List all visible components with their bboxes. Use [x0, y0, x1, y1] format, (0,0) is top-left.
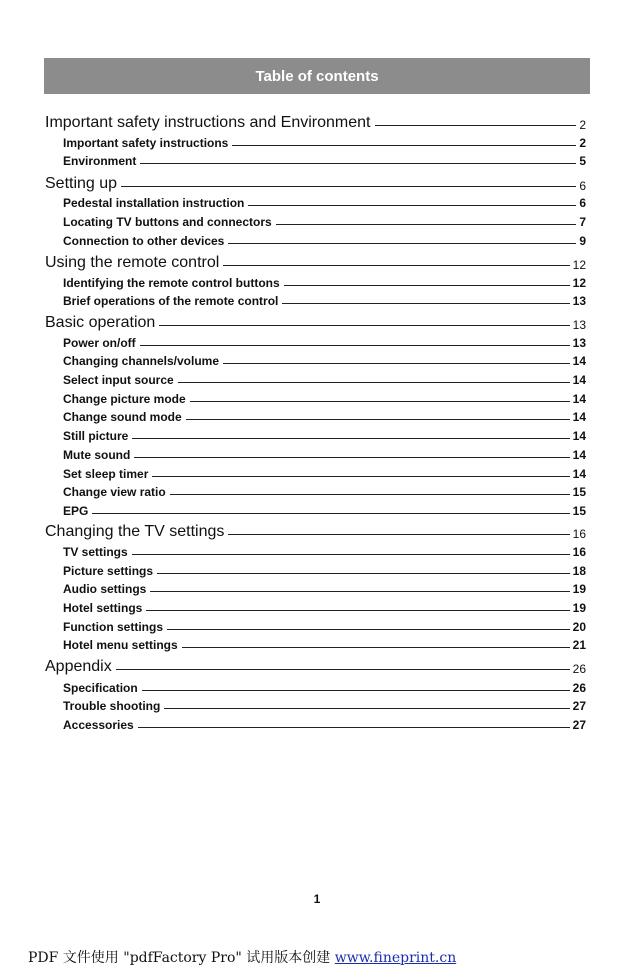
toc-entry-title: Changing channels/volume	[63, 354, 220, 368]
toc-leader-line	[375, 125, 577, 126]
toc-entry-page: 14	[572, 448, 586, 462]
toc-section-entry[interactable]	[45, 253, 586, 272]
pdf-footer	[28, 947, 456, 967]
toc-entry-title: Important safety instructions and Environment	[45, 114, 371, 131]
toc-entry-title: Picture settings	[63, 564, 154, 578]
toc-subsection-entry[interactable]	[63, 135, 586, 150]
toc-leader-line	[182, 647, 570, 648]
toc-entry-page: 12	[572, 276, 586, 290]
toc-leader-line	[138, 727, 570, 728]
toc-subsection-entry[interactable]	[63, 428, 586, 443]
toc-entry-title: Change view ratio	[63, 485, 166, 499]
toc-entry-title: Still picture	[63, 429, 129, 443]
toc-entry-title: Setting up	[45, 175, 118, 192]
toc-entry-page: 9	[579, 234, 586, 248]
toc-entry-page: 26	[572, 662, 586, 676]
toc-leader-line	[152, 476, 569, 477]
toc-entry-title: Basic operation	[45, 314, 156, 331]
toc-leader-line	[223, 363, 570, 364]
toc-subsection-entry[interactable]	[63, 563, 586, 578]
toc-leader-line	[228, 243, 576, 244]
toc-leader-line	[186, 419, 570, 420]
toc-subsection-entry[interactable]	[63, 293, 586, 308]
toc-leader-line	[132, 554, 570, 555]
toc-leader-line	[142, 690, 570, 691]
toc-entry-title: Appendix	[45, 658, 112, 675]
toc-leader-line	[150, 591, 569, 592]
toc-entry-page: 15	[572, 504, 586, 518]
toc-subsection-entry[interactable]	[63, 409, 586, 424]
toc-subsection-entry[interactable]	[63, 214, 586, 229]
toc-entry-title: Locating TV buttons and connectors	[63, 215, 272, 229]
toc-entry-title: Trouble shooting	[63, 699, 161, 713]
toc-entry-page: 13	[572, 318, 586, 332]
toc-leader-line	[167, 629, 570, 630]
toc-section-entry[interactable]	[45, 657, 586, 676]
toc-subsection-entry[interactable]	[63, 391, 586, 406]
toc-entry-title: Select input source	[63, 373, 174, 387]
toc-entry-page: 5	[579, 154, 586, 168]
toc-entry-page: 6	[579, 196, 586, 210]
toc-entry-page: 15	[572, 485, 586, 499]
toc-leader-line	[248, 205, 576, 206]
toc-entry-title: Changing the TV settings	[45, 523, 225, 540]
toc-leader-line	[232, 145, 576, 146]
toc-subsection-entry[interactable]	[63, 153, 586, 168]
toc-entry-title: Hotel settings	[63, 601, 143, 615]
toc-leader-line	[282, 303, 569, 304]
toc-entry-page: 27	[572, 718, 586, 732]
toc-subsection-entry[interactable]	[63, 275, 586, 290]
toc-header-title: Table of contents	[255, 67, 379, 85]
toc-entry-title: EPG	[63, 504, 89, 518]
toc-subsection-entry[interactable]	[63, 581, 586, 596]
toc-entry-page: 13	[572, 336, 586, 350]
toc-header-bar	[44, 58, 590, 94]
toc-section-entry[interactable]	[45, 174, 586, 193]
toc-entry-title: Change sound mode	[63, 410, 182, 424]
toc-entry-title: Using the remote control	[45, 254, 220, 271]
toc-entry-title: Environment	[63, 154, 137, 168]
toc-entry-page: 27	[572, 699, 586, 713]
toc-section-entry[interactable]	[45, 113, 586, 132]
toc-entry-title: Change picture mode	[63, 392, 186, 406]
toc-entry-page: 7	[579, 215, 586, 229]
toc-entry-page: 26	[572, 681, 586, 695]
toc-entry-title: Set sleep timer	[63, 467, 149, 481]
toc-entry-page: 20	[572, 620, 586, 634]
toc-entry-title: Important safety instructions	[63, 136, 229, 150]
toc-entry-page: 2	[579, 136, 586, 150]
toc-section-entry[interactable]	[45, 522, 586, 541]
toc-entry-page: 16	[572, 527, 586, 541]
toc-entry-page: 19	[572, 601, 586, 615]
toc-entry-title: Power on/off	[63, 336, 136, 350]
toc-entry-page: 21	[572, 638, 586, 652]
toc-entry-title: Mute sound	[63, 448, 131, 462]
toc-leader-line	[92, 513, 569, 514]
toc-leader-line	[284, 285, 570, 286]
toc-entry-title: Pedestal installation instruction	[63, 196, 245, 210]
toc-entry-page: 2	[579, 118, 586, 132]
toc-subsection-entry[interactable]	[63, 447, 586, 462]
toc-leader-line	[190, 401, 570, 402]
toc-entry-page: 14	[572, 373, 586, 387]
toc-subsection-entry[interactable]	[63, 717, 586, 732]
footer-text: PDF 文件使用 "pdfFactory Pro" 试用版本创建	[28, 950, 331, 966]
toc-entry-page: 14	[572, 429, 586, 443]
page-number: 1	[313, 892, 321, 906]
toc-leader-line	[276, 224, 577, 225]
toc-entry-page: 18	[572, 564, 586, 578]
toc-section-entry[interactable]	[45, 313, 586, 332]
toc-subsection-entry[interactable]	[63, 484, 586, 499]
toc-subsection-entry[interactable]	[63, 600, 586, 615]
toc-leader-line	[140, 163, 576, 164]
toc-entry-title: Function settings	[63, 620, 163, 634]
toc-subsection-entry[interactable]	[63, 637, 586, 652]
toc-entry-page: 14	[572, 392, 586, 406]
toc-subsection-entry[interactable]	[63, 372, 586, 387]
toc-entry-title: Specification	[63, 681, 138, 695]
toc-leader-line	[134, 457, 569, 458]
toc-subsection-entry[interactable]	[63, 619, 586, 634]
toc-entry-title: Hotel menu settings	[63, 638, 178, 652]
toc-leader-line	[159, 325, 569, 326]
toc-leader-line	[178, 382, 570, 383]
toc-leader-line	[121, 186, 576, 187]
toc-subsection-entry[interactable]	[63, 353, 586, 368]
toc-entry-title: TV settings	[63, 545, 128, 559]
toc-entry-page: 14	[572, 467, 586, 481]
toc-leader-line	[228, 534, 569, 535]
toc-entry-page: 14	[572, 354, 586, 368]
toc-entry-title: Brief operations of the remote control	[63, 294, 279, 308]
toc-entry-title: Audio settings	[63, 582, 147, 596]
toc-subsection-entry[interactable]	[63, 466, 586, 481]
toc-leader-line	[116, 669, 570, 670]
toc-leader-line	[146, 610, 569, 611]
toc-leader-line	[140, 345, 570, 346]
toc-subsection-entry[interactable]	[63, 698, 586, 713]
toc-leader-line	[164, 708, 569, 709]
toc-subsection-entry[interactable]	[63, 233, 586, 248]
toc-subsection-entry[interactable]	[63, 680, 586, 695]
toc-entry-page: 19	[572, 582, 586, 596]
toc-entry-page: 14	[572, 410, 586, 424]
toc-subsection-entry[interactable]	[63, 195, 586, 210]
toc-leader-line	[132, 438, 569, 439]
toc-leader-line	[170, 494, 570, 495]
toc-entry-page: 13	[572, 294, 586, 308]
toc-leader-line	[157, 573, 570, 574]
toc-entry-title: Accessories	[63, 718, 134, 732]
toc-entry-page: 16	[572, 545, 586, 559]
footer-link[interactable]: www.fineprint.cn	[334, 950, 457, 966]
toc-subsection-entry[interactable]	[63, 335, 586, 350]
toc-leader-line	[223, 265, 569, 266]
toc-subsection-entry[interactable]	[63, 544, 586, 559]
toc-subsection-entry[interactable]	[63, 503, 586, 518]
toc-entry-title: Connection to other devices	[63, 234, 225, 248]
toc-entry-page: 12	[572, 258, 586, 272]
toc-entry-title: Identifying the remote control buttons	[63, 276, 280, 290]
toc-entry-page: 6	[579, 179, 586, 193]
